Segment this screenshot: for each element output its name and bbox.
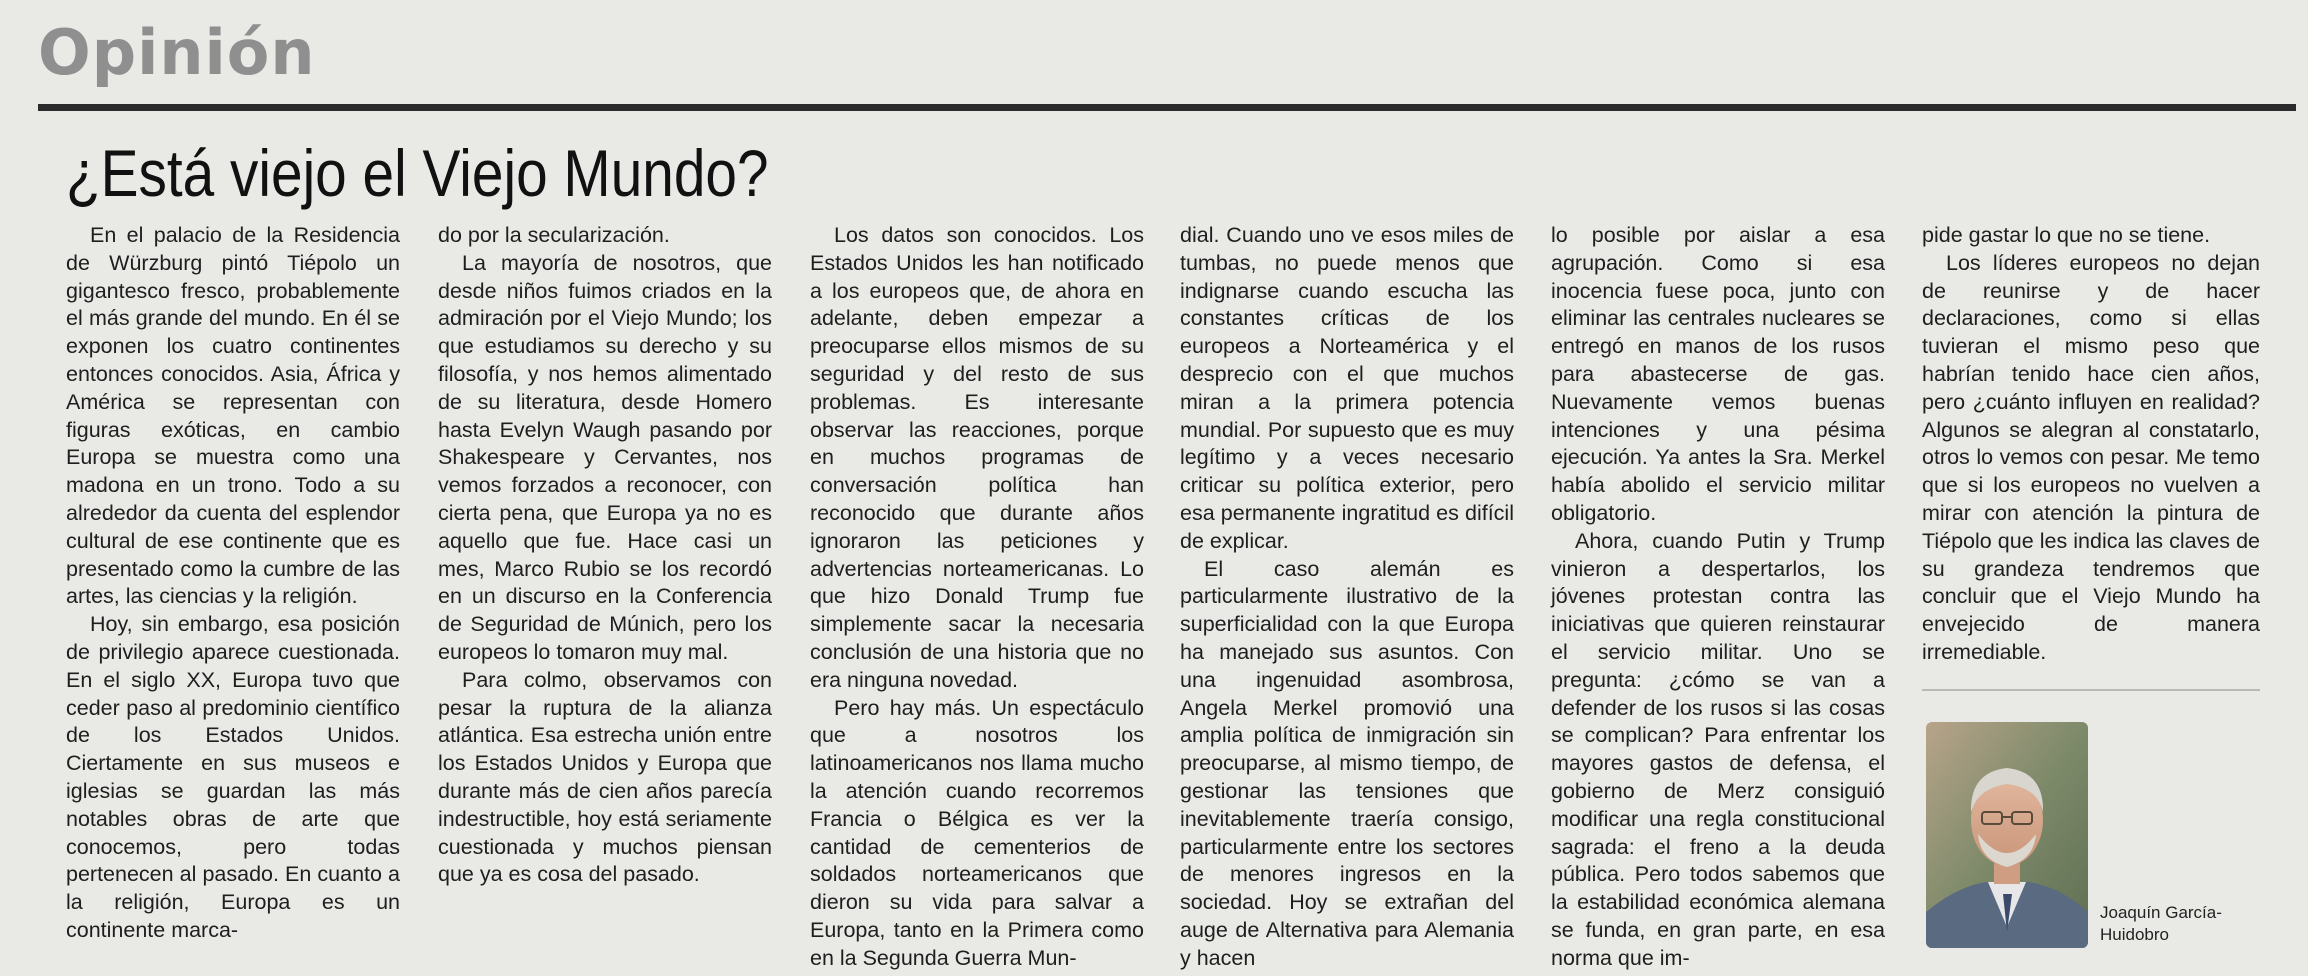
article-column-6 <box>1922 222 2260 667</box>
article-column-5 <box>1551 222 1885 973</box>
article-column-2 <box>438 222 772 889</box>
section-rule <box>38 104 2296 111</box>
paragraph: Para colmo, observamos con pesar la ruptura de la alianza atlántica. Esa estrecha unión entre los Estados Unidos y Europa que durante más de cien años parecía indestructible, hoy está seriamente cuestionada y muchos piensan que ya es cosa del pasado. <box>438 667 772 887</box>
paragraph: Pero hay más. Un espectáculo que a nosotros los latinoamericanos nos llama mucho la atención cuando recorremos Francia o Bélgica es ver la cantidad de cementerios de soldados norteamericanos que dieron su vida para salvar a Europa, tanto en la Primera como en la Segunda Guerra Mun- <box>810 695 1144 970</box>
article-column-4 <box>1180 222 1514 973</box>
author-name-line-1: Joaquín García- <box>2100 903 2222 922</box>
paragraph: El caso alemán es particularmente ilustrativo de la superficialidad con la que Europa ha manejado sus asuntos. Con una ingenuidad asombrosa, Angela Merkel promovió una amplia política de inmigración sin preocuparse, al mismo tiempo, de gestionar las tensiones que inevitablemente traería consigo, particularmente entre los sectores de menores ingresos en la sociedad. Hoy se extrañan del auge de Alternativa para Alemania y hacen <box>1180 556 1514 970</box>
paragraph: Los datos son conocidos. Los Estados Unidos les han notificado a los europeos que, de ahora en adelante, deben empezar a preocuparse ellos mismos de su seguridad y del resto de sus problemas. Es interesante observar las reacciones, porque en muchos programas de conversación política han reconocido que durante años ignoraron las peticiones y advertencias norteamericanas. Lo que hizo Donald Trump fue simplemente sacar la necesaria conclusión de una historia que no era ninguna novedad. <box>810 223 1144 692</box>
paragraph: En el palacio de la Residencia de Würzburg pintó Tiépolo un gigantesco fresco, probablemente el más grande del mundo. En él se exponen los cuatro continentes entonces conocidos. Asia, África y América se representan con figuras exóticas, en cambio Europa se muestra como una madona en un trono. Todo a su alrededor da cuenta del esplendor cultural de ese continente que es presentado como la cumbre de las artes, las ciencias y la religión. <box>66 223 400 609</box>
author-name-line-2: Huidobro <box>2100 925 2169 944</box>
author-photo <box>1926 722 2088 948</box>
paragraph: lo posible por aislar a esa agrupación. Como si esa inocencia fuese poca, junto con eliminar las centrales nucleares se entregó en manos de los rusos para abastecerse de gas. Nuevamente vemos buenas intenciones y una pésima ejecución. Ya antes la Sra. Merkel había abolido el servicio militar obligatorio. <box>1551 223 1885 525</box>
article-column-1 <box>66 222 400 945</box>
paragraph: do por la secularización. <box>438 223 670 247</box>
paragraph: La mayoría de nosotros, que desde niños fuimos criados en la admiración por el Viejo Mundo; los que estudiamos su derecho y su filosofía, y nos hemos alimentado de su literatura, desde Homero hasta Evelyn Waugh pasando por Shakespeare y Cervantes, nos vemos forzados a reconocer, con cierta pena, que Europa ya no es aquello que fue. Hace casi un mes, Marco Rubio se los recordó en un discurso en la Conferencia de Seguridad de Múnich, pero los europeos lo tomaron muy mal. <box>438 250 772 664</box>
paragraph: Ahora, cuando Putin y Trump vinieron a despertarlos, los jóvenes protestan contra las iniciativas que quieren reinstaurar el servicio militar. Uno se pregunta: ¿cómo se van a defender de los rusos si las cosas se complican? Para enfrentar los mayores gastos de defensa, el gobierno de Merz consiguió modificar una regla constitucional sagrada: el freno a la deuda pública. Pero todos sabemos que la estabilidad económica alemana se funda, en gran parte, en esa norma que im- <box>1551 528 1885 970</box>
section-title: Opinión <box>38 16 316 89</box>
paragraph: pide gastar lo que no se tiene. <box>1922 223 2211 247</box>
paragraph: Los líderes europeos no dejan de reunirse y de hacer declaraciones, como si ellas tuvieran el mismo peso que habrían tenido hace cien años, pero ¿cuánto influyen en realidad? Algunos se alegran al constatarlo, otros lo vemos con pesar. Me temo que si los europeos no vuelven a mirar con atención la pintura de Tiépolo que les indica las claves de su grandeza tendremos que concluir que el Viejo Mundo ha envejecido de manera irremediable. <box>1922 250 2260 664</box>
article-column-3 <box>810 222 1144 973</box>
author-byline <box>2100 902 2250 946</box>
paragraph: Hoy, sin embargo, esa posición de privilegio aparece cuestionada. En el siglo XX, Europa tuvo que ceder paso al predominio científico de los Estados Unidos. Ciertamente en sus museos e iglesias se guardan las más notables obras de arte que conocemos, pero todas pertenecen al pasado. En cuanto a la religión, Europa es un continente marca- <box>66 612 400 942</box>
column-divider <box>1922 689 2260 691</box>
paragraph: dial. Cuando uno ve esos miles de tumbas, no puede menos que indignarse cuando escucha las constantes críticas de los europeos a Norteamérica y el desprecio con el que muchos miran a la primera potencia mundial. Por supuesto que es muy legítimo y a veces necesario criticar su política exterior, pero esa permanente ingratitud es difícil de explicar. <box>1180 223 1514 553</box>
article-headline: ¿Está viejo el Viejo Mundo? <box>66 136 769 210</box>
